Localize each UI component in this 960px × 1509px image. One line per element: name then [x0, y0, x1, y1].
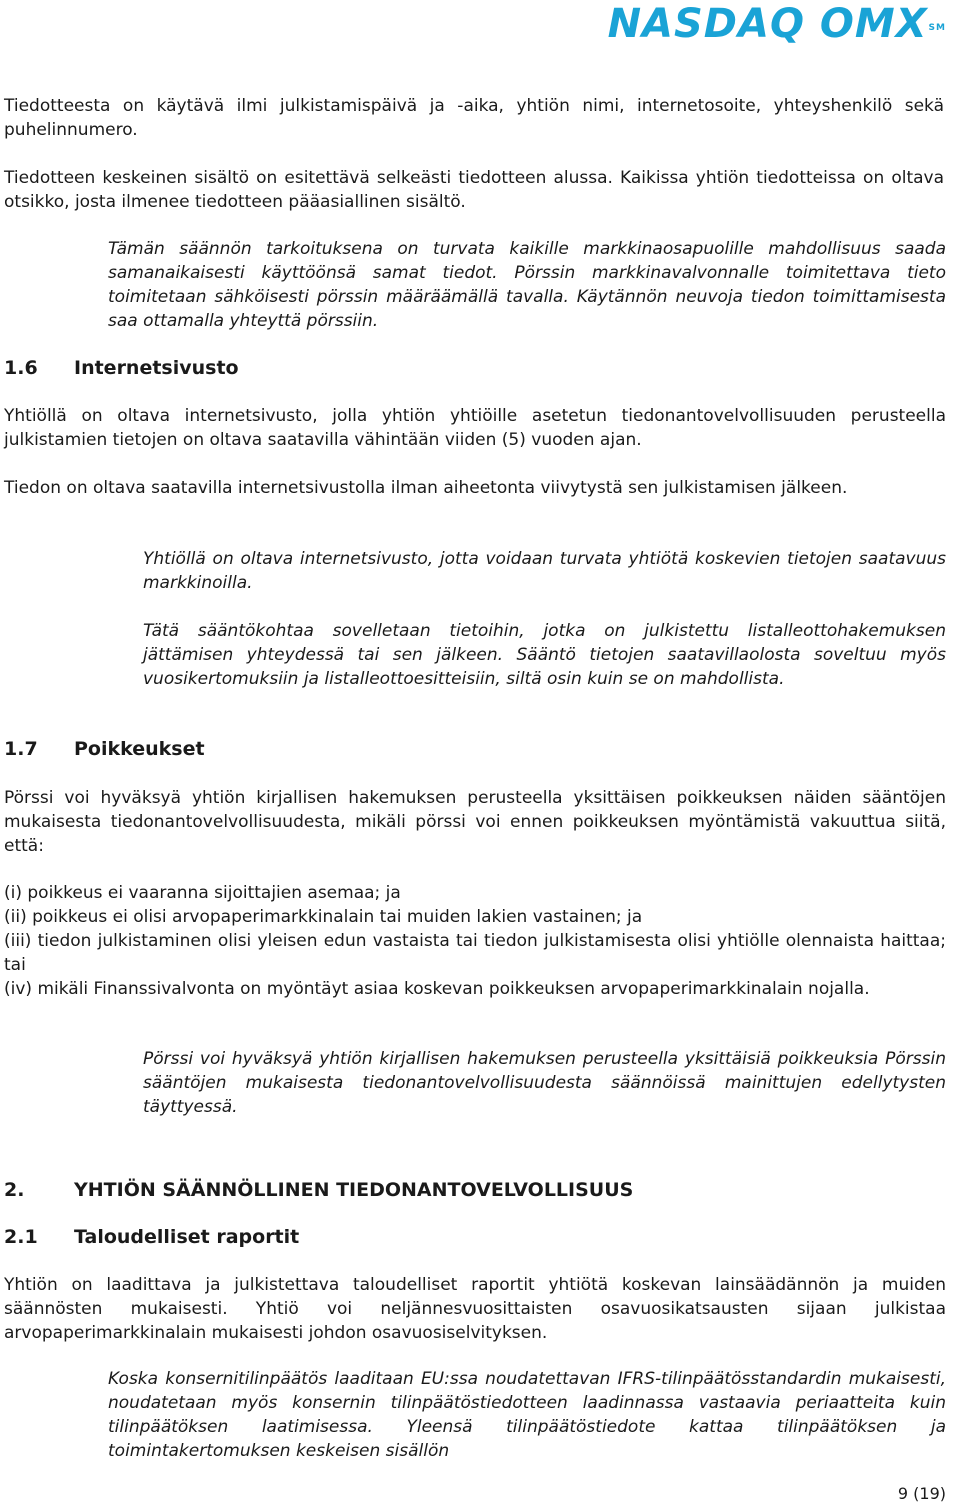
- section-number: 2.1: [4, 1226, 38, 1248]
- paragraph-exceptions: Pörssi voi hyväksyä yhtiön kirjallisen hakemuksen perusteella yksittäisen poikkeuksen näiden sääntöjen mukaisesta tiedonantovelvollisuudesta, mikäli pörssi voi ennen poikkeuksen myöntämistä vakuuttua siitä, että:: [4, 788, 946, 856]
- section-title: Internetsivusto: [74, 357, 239, 379]
- section-number: 1.7: [4, 738, 38, 760]
- list-item-ii: (ii) poikkeus ei olisi arvopaperimarkkinalain tai muiden lakien vastainen; ja: [4, 907, 643, 927]
- paragraph-website-availability: Tiedon on oltava saatavilla internetsivustolla ilman aiheetonta viivytystä sen julkistamisen jälkeen.: [4, 478, 848, 498]
- note-rule-purpose: Tämän säännön tarkoituksena on turvata kaikille markkinaosapuolille mahdollisuus saada samanaikaisesti käyttöönsä samat tiedot. Pörssin markkinavalvonnalle toimitettava tieto toimitetaan sähköisesti pörssin määräämällä tavalla. Käytännön neuvoja tiedon toimittamisesta saa ottamalla yhteyttä pörssiin.: [108, 239, 946, 331]
- section-heading-1-7: [4, 737, 205, 761]
- section-title: Poikkeukset: [74, 738, 205, 760]
- section-heading-1-6: [4, 356, 239, 380]
- paragraph-financial-reports: Yhtiön on laadittava ja julkistettava taloudelliset raportit yhtiötä koskevan lainsäädännön ja muiden säännösten mukaisesti. Yhtiö voi neljännesvuosittaisten osavuosikatsausten sijaan julkistaa arvopaperimarkkinalain mukaisesti johdon osavuosiselvityksen.: [4, 1275, 946, 1343]
- logo-text: NASDAQ OMX: [607, 1, 928, 47]
- section-number: 2.: [4, 1179, 25, 1201]
- page-number: 9 (19): [897, 1484, 946, 1503]
- section-number: 1.6: [4, 357, 38, 379]
- list-item-iii: (iii) tiedon julkistaminen olisi yleisen edun vastaista tai tiedon julkistamisesta olisi yhtiölle olennaista haittaa; tai: [4, 931, 946, 975]
- section-heading-2: [4, 1178, 633, 1202]
- note-exceptions: Pörssi voi hyväksyä yhtiön kirjallisen hakemuksen perusteella yksittäisiä poikkeuksia Pörssin sääntöjen mukaisesta tiedonantovelvollisuudesta säännöissä mainittujen edellytysten täyttyessä.: [143, 1049, 946, 1117]
- paragraph-release-contents: Tiedotteesta on käytävä ilmi julkistamispäivä ja -aika, yhtiön nimi, internetosoite, yhteyshenkilö sekä puhelinnumero.: [4, 96, 944, 140]
- section-heading-2-1: [4, 1225, 299, 1249]
- logo-mark: SM: [928, 23, 946, 33]
- list-item-i: (i) poikkeus ei vaaranna sijoittajien asemaa; ja: [4, 883, 401, 903]
- note-website-scope: Tätä sääntökohtaa sovelletaan tietoihin, jotka on julkistettu listalleottohakemuksen jättämisen yhteydessä tai sen jälkeen. Sääntö tietojen saatavillaolosta soveltuu myös vuosikertomuksiin ja listalleottoesitteisiin, siltä osin kuin se on mahdollista.: [143, 621, 946, 689]
- section-title: YHTIÖN SÄÄNNÖLLINEN TIEDONANTOVELVOLLISUUS: [74, 1179, 634, 1201]
- section-title: Taloudelliset raportit: [74, 1226, 300, 1248]
- note-ifrs: Koska konsernitilinpäätös laaditaan EU:ssa noudatettavan IFRS-tilinpäätösstandardin mukaisesti, noudatetaan myös konsernin tilinpäätöstiedotteen laadinnassa vastaavia periaatteita kuin tilinpäätöksen laatimisessa. Yleensä tilinpäätöstiedote kattaa tilinpäätöksen ja toimintakertomuksen keskeisen sisällön: [108, 1369, 946, 1461]
- paragraph-website-requirement: Yhtiöllä on oltava internetsivusto, jolla yhtiön yhtiöille asetetun tiedonantovelvollisuuden perusteella julkistamien tietojen on oltava saatavilla vähintään viiden (5) vuoden ajan.: [4, 406, 946, 450]
- nasdaq-omx-logo: [608, 2, 946, 46]
- paragraph-release-headline: Tiedotteen keskeinen sisältö on esitettävä selkeästi tiedotteen alussa. Kaikissa yhtiön tiedotteissa on oltava otsikko, josta ilmenee tiedotteen pääasiallinen sisältö.: [4, 168, 944, 212]
- note-website-purpose: Yhtiöllä on oltava internetsivusto, jotta voidaan turvata yhtiötä koskevien tietojen saatavuus markkinoilla.: [143, 549, 946, 593]
- list-item-iv: (iv) mikäli Finanssivalvonta on myöntäyt asiaa koskevan poikkeuksen arvopaperimarkkinalain nojalla.: [4, 979, 870, 999]
